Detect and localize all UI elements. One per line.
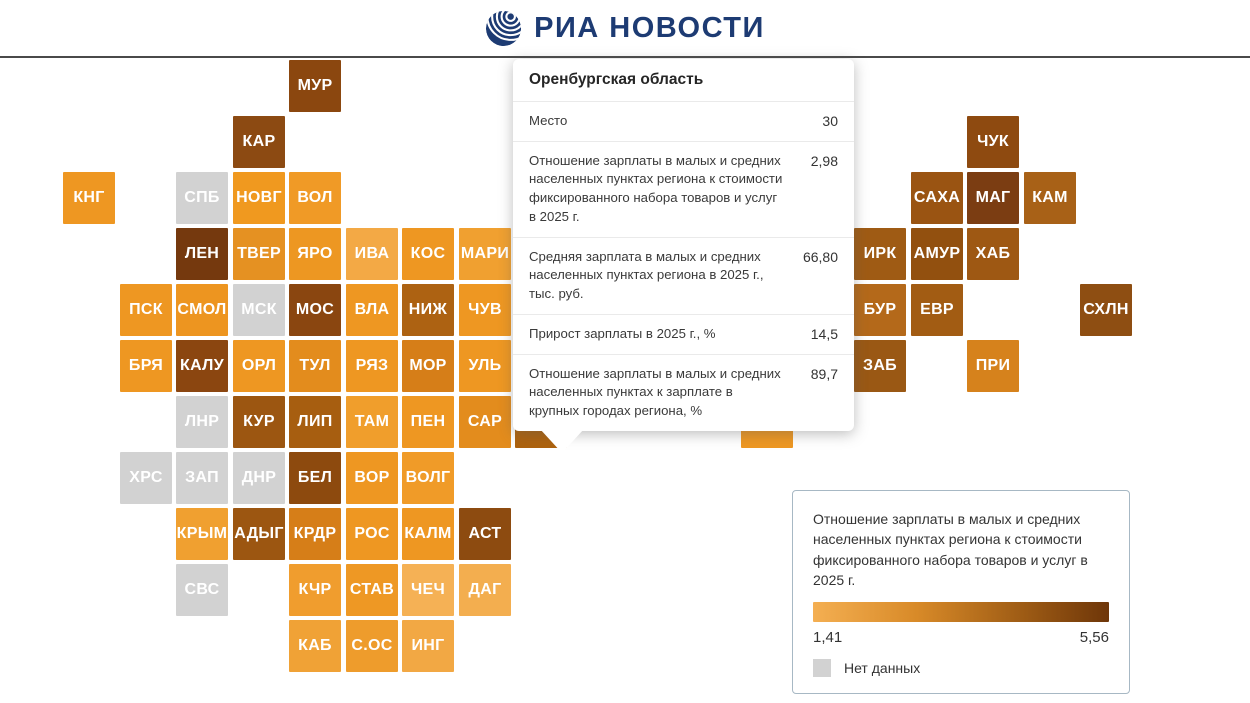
no-data-label: Нет данных xyxy=(844,660,921,677)
region-tile-ДАГ[interactable]: ДАГ xyxy=(459,564,511,616)
region-tile-АМУР[interactable]: АМУР xyxy=(911,228,963,280)
tooltip-row xyxy=(513,354,854,431)
region-tile-КУР[interactable]: КУР xyxy=(233,396,285,448)
region-tile-ЯРО[interactable]: ЯРО xyxy=(289,228,341,280)
tooltip-row-value: 89,7 xyxy=(810,365,838,382)
region-tile-СПБ[interactable]: СПБ xyxy=(176,172,228,224)
region-tile-ТУЛ[interactable]: ТУЛ xyxy=(289,340,341,392)
region-tile-С.ОС[interactable]: С.ОС xyxy=(346,620,398,672)
header-divider xyxy=(0,56,1250,58)
tooltip-row xyxy=(513,141,854,237)
region-tile-УЛЬ[interactable]: УЛЬ xyxy=(459,340,511,392)
tooltip-row xyxy=(513,314,854,354)
region-tile-ЛЕН[interactable]: ЛЕН xyxy=(176,228,228,280)
region-tile-СВС[interactable]: СВС xyxy=(176,564,228,616)
region-tile-КОС[interactable]: КОС xyxy=(402,228,454,280)
header xyxy=(0,0,1250,56)
tooltip-row-label: Отношение зарплаты в малых и средних населенных пунктах региона к стоимости фиксированного набора товаров и услуг в 2025 г. xyxy=(529,152,783,224)
region-tile-ВОЛГ[interactable]: ВОЛГ xyxy=(402,452,454,504)
tooltip-row-value: 30 xyxy=(822,113,838,129)
region-tile-БУР[interactable]: БУР xyxy=(854,284,906,336)
region-tile-ДНР[interactable]: ДНР xyxy=(233,452,285,504)
region-tile-ПЕН[interactable]: ПЕН xyxy=(402,396,454,448)
region-tile-ИНГ[interactable]: ИНГ xyxy=(402,620,454,672)
region-tile-ВОР[interactable]: ВОР xyxy=(346,452,398,504)
region-tooltip xyxy=(513,59,854,431)
region-tile-ЧУВ[interactable]: ЧУВ xyxy=(459,284,511,336)
region-tile-ТВЕР[interactable]: ТВЕР xyxy=(233,228,285,280)
region-tile-БЕЛ[interactable]: БЕЛ xyxy=(289,452,341,504)
region-tile-ЗАП[interactable]: ЗАП xyxy=(176,452,228,504)
no-data-swatch xyxy=(813,659,831,677)
region-tile-ЛНР[interactable]: ЛНР xyxy=(176,396,228,448)
tooltip-row-value: 66,80 xyxy=(802,248,838,265)
region-tile-МУР[interactable]: МУР xyxy=(289,60,341,112)
region-tile-КЧР[interactable]: КЧР xyxy=(289,564,341,616)
region-tile-ИРК[interactable]: ИРК xyxy=(854,228,906,280)
region-tile-СМОЛ[interactable]: СМОЛ xyxy=(176,284,228,336)
tooltip-row-label: Прирост зарплаты в 2025 г., % xyxy=(529,325,716,341)
region-tile-МАРИ[interactable]: МАРИ xyxy=(459,228,511,280)
region-tile-НОВГ[interactable]: НОВГ xyxy=(233,172,285,224)
region-tile-КАР[interactable]: КАР xyxy=(233,116,285,168)
ria-novosti-logo-icon xyxy=(485,9,523,47)
legend-no-data-row xyxy=(813,659,1109,677)
region-tile-ИВА[interactable]: ИВА xyxy=(346,228,398,280)
tooltip-row-label: Отношение зарплаты в малых и средних населенных пунктах к зарплате в крупных городах региона, % xyxy=(529,365,781,419)
region-tile-ЧЕЧ[interactable]: ЧЕЧ xyxy=(402,564,454,616)
region-tile-ЗАБ[interactable]: ЗАБ xyxy=(854,340,906,392)
region-tile-КРДР[interactable]: КРДР xyxy=(289,508,341,560)
region-tile-САР[interactable]: САР xyxy=(459,396,511,448)
region-tile-АДЫГ[interactable]: АДЫГ xyxy=(233,508,285,560)
region-tile-СХЛН[interactable]: СХЛН xyxy=(1080,284,1132,336)
region-tile-РЯЗ[interactable]: РЯЗ xyxy=(346,340,398,392)
region-tile-ХРС[interactable]: ХРС xyxy=(120,452,172,504)
region-tile-МСК[interactable]: МСК xyxy=(233,284,285,336)
region-tile-КАМ[interactable]: КАМ xyxy=(1024,172,1076,224)
tooltip-row-label: Место xyxy=(529,113,568,128)
region-tile-МАГ[interactable]: МАГ xyxy=(967,172,1019,224)
legend-gradient-bar xyxy=(813,602,1109,622)
region-tile-МОР[interactable]: МОР xyxy=(402,340,454,392)
colorbar-min-label: 1,41 xyxy=(813,629,843,647)
region-tile-ЧУК[interactable]: ЧУК xyxy=(967,116,1019,168)
tooltip-title: Оренбургская область xyxy=(529,71,704,88)
brand-title: РИА НОВОСТИ xyxy=(534,11,765,44)
region-tile-ЕВР[interactable]: ЕВР xyxy=(911,284,963,336)
region-tile-СТАВ[interactable]: СТАВ xyxy=(346,564,398,616)
region-tile-ЛИП[interactable]: ЛИП xyxy=(289,396,341,448)
region-tile-МОС[interactable]: МОС xyxy=(289,284,341,336)
tooltip-row-value: 14,5 xyxy=(810,325,838,342)
region-tile-ВЛА[interactable]: ВЛА xyxy=(346,284,398,336)
tooltip-arrow xyxy=(540,429,584,453)
region-tile-КАЛМ[interactable]: КАЛМ xyxy=(402,508,454,560)
tooltip-row-label: Средняя зарплата в малых и средних населенных пунктах региона в 2025 г., тыс. руб. xyxy=(529,248,764,302)
tooltip-rows xyxy=(513,101,854,431)
colorbar-max-label: 5,56 xyxy=(1079,629,1109,647)
legend-panel xyxy=(792,490,1130,694)
region-tile-КНГ[interactable]: КНГ xyxy=(63,172,115,224)
region-tile-РОС[interactable]: РОС xyxy=(346,508,398,560)
region-tile-САХА[interactable]: САХА xyxy=(911,172,963,224)
region-tile-АСТ[interactable]: АСТ xyxy=(459,508,511,560)
region-tile-ТАМ[interactable]: ТАМ xyxy=(346,396,398,448)
region-tile-ОРЛ[interactable]: ОРЛ xyxy=(233,340,285,392)
legend-title: Отношение зарплаты в малых и средних населенных пунктах региона к стоимости фиксированного набора товаров и услуг в 2025 г. xyxy=(813,511,1088,588)
tooltip-row xyxy=(513,101,854,141)
region-tile-КАБ[interactable]: КАБ xyxy=(289,620,341,672)
region-tile-ВОЛ[interactable]: ВОЛ xyxy=(289,172,341,224)
tooltip-row-value: 2,98 xyxy=(810,152,838,169)
region-tile-ПРИ[interactable]: ПРИ xyxy=(967,340,1019,392)
region-tile-БРЯ[interactable]: БРЯ xyxy=(120,340,172,392)
region-tile-КРЫМ[interactable]: КРЫМ xyxy=(176,508,228,560)
tooltip-row xyxy=(513,237,854,314)
region-tile-ХАБ[interactable]: ХАБ xyxy=(967,228,1019,280)
region-tile-НИЖ[interactable]: НИЖ xyxy=(402,284,454,336)
region-tile-КАЛУ[interactable]: КАЛУ xyxy=(176,340,228,392)
region-tile-ПСК[interactable]: ПСК xyxy=(120,284,172,336)
legend-scale xyxy=(813,629,1109,646)
